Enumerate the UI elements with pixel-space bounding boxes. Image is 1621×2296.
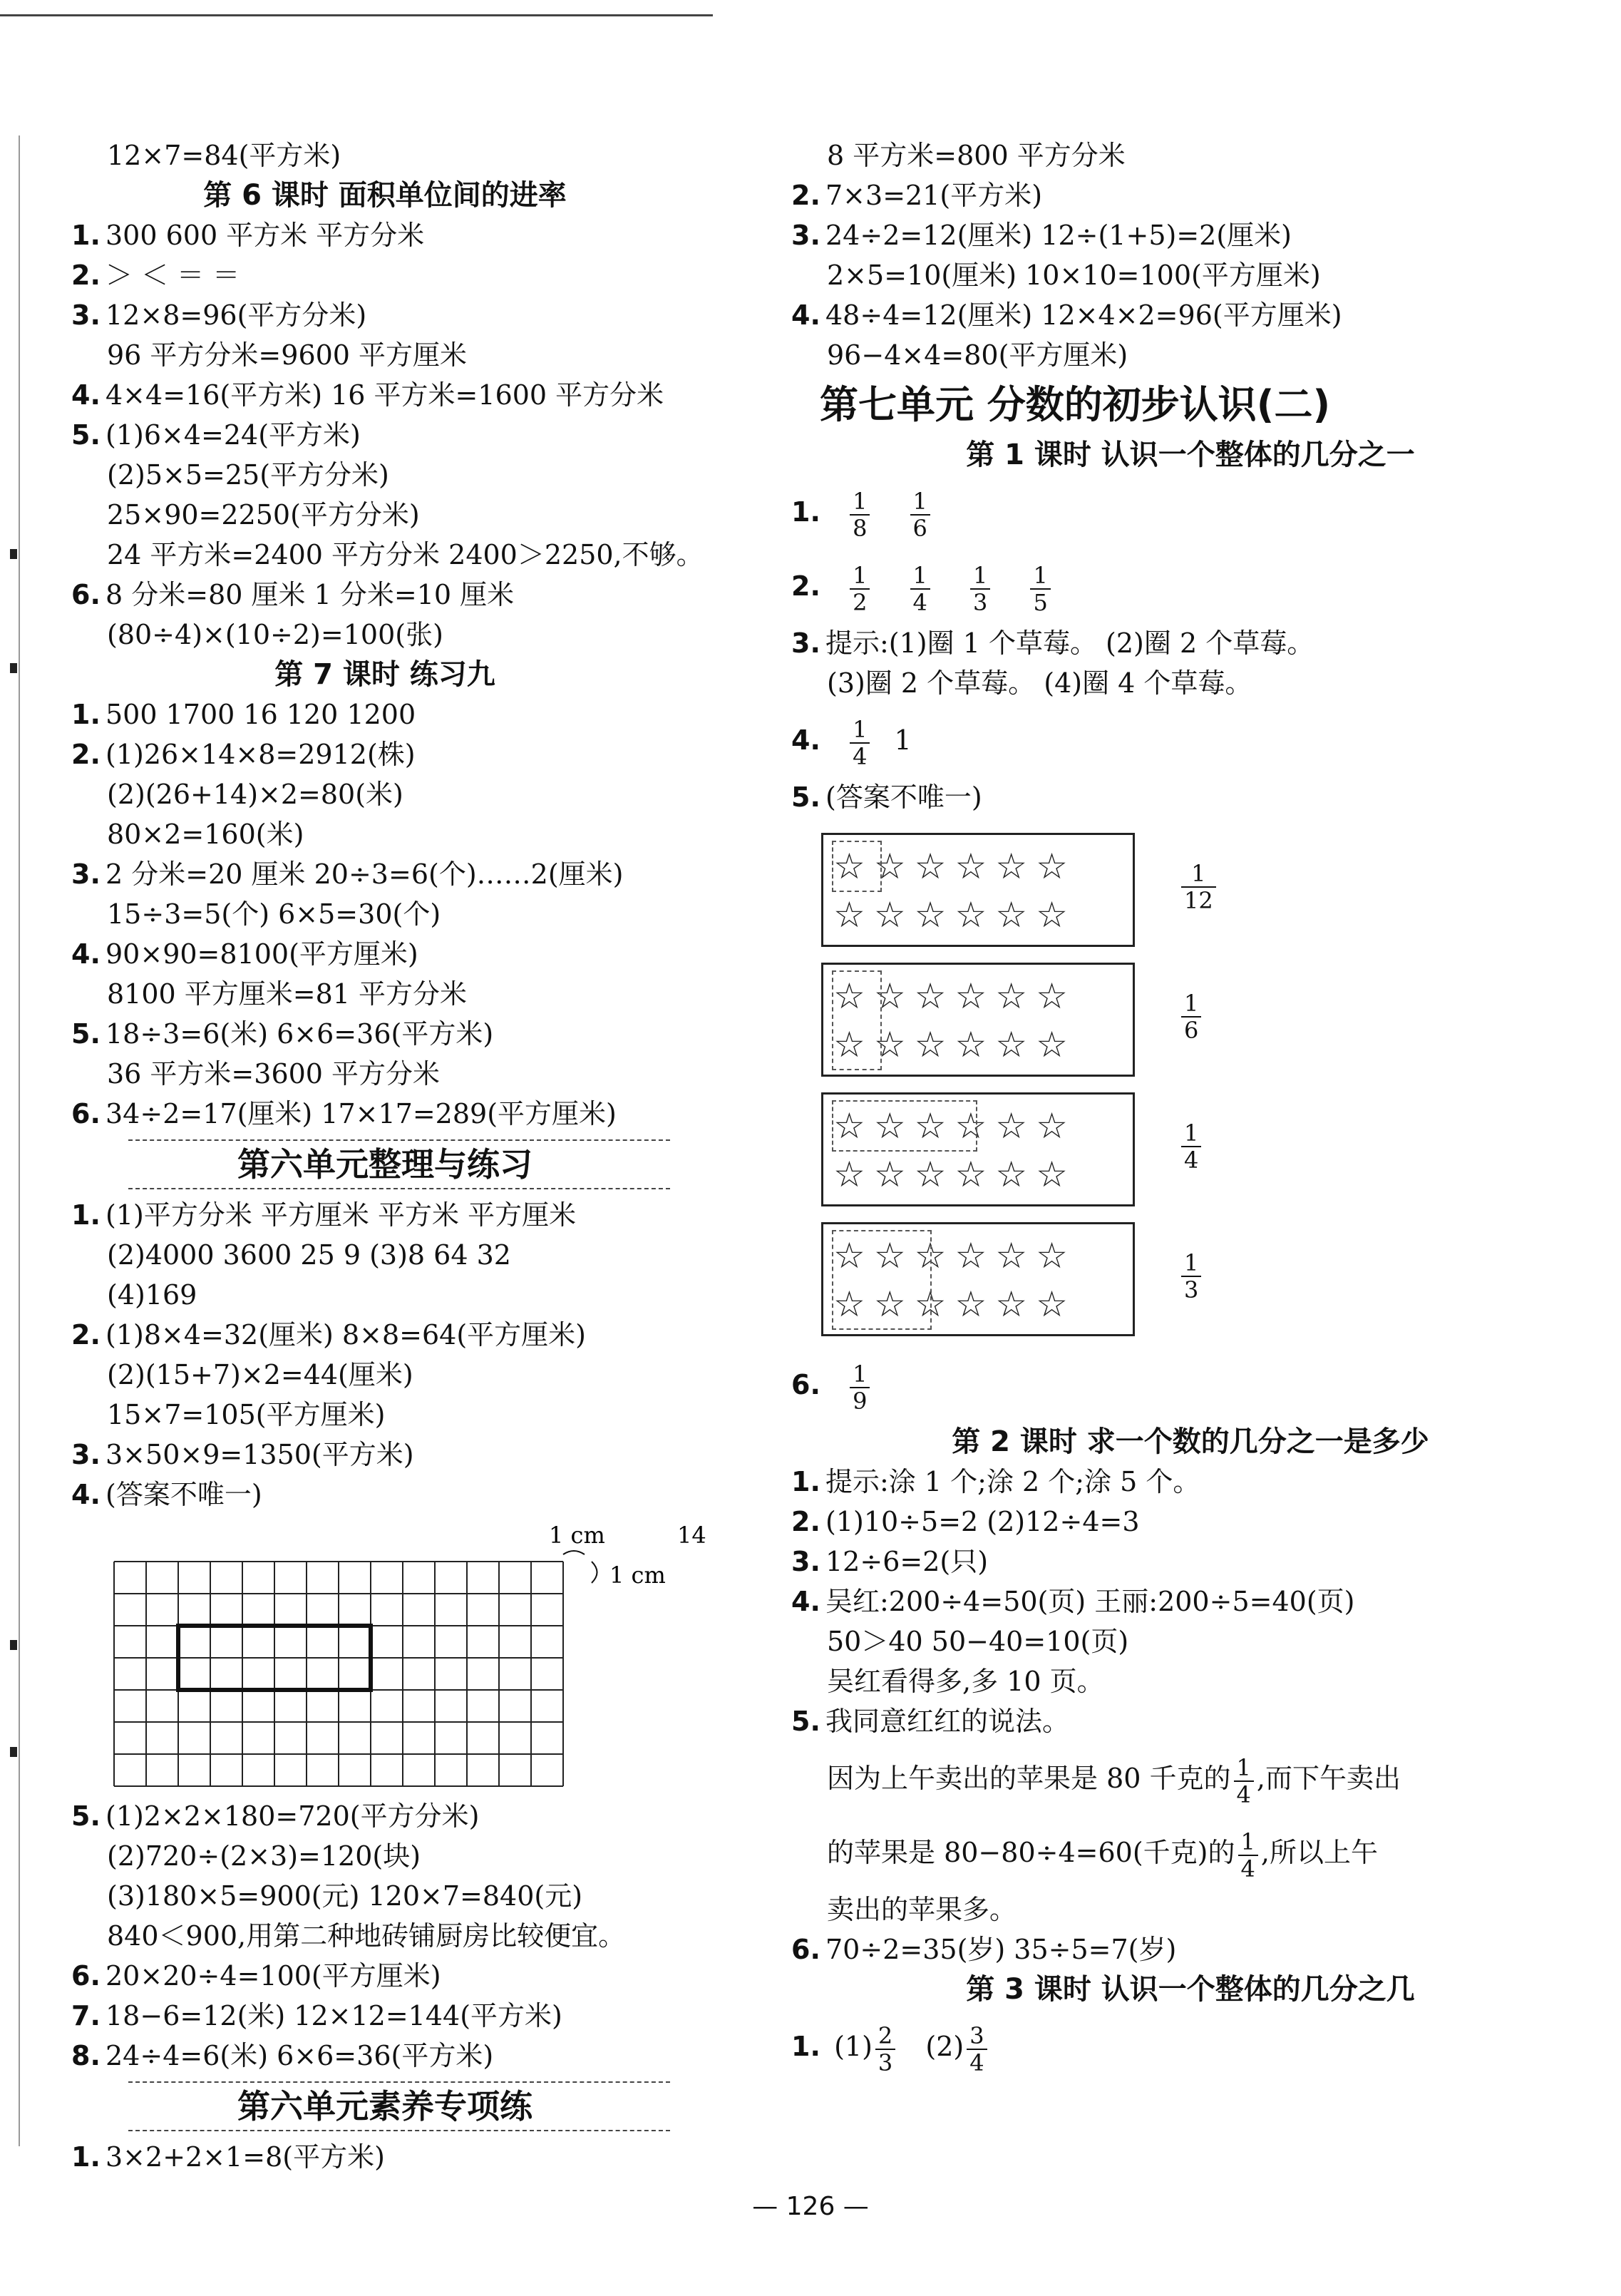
answer-line [71, 1094, 699, 1134]
item-number: 5. [71, 419, 101, 451]
answer-line [71, 1435, 699, 1475]
item-number: 2. [71, 1319, 101, 1351]
item-number: 4. [791, 299, 820, 331]
answer-line [791, 1462, 1590, 1502]
fraction [1181, 1250, 1201, 1303]
answer-text: (答案不唯一) [106, 1479, 262, 1510]
selection-outline [832, 1230, 932, 1330]
answer-line [791, 1582, 1590, 1621]
item-number: 2. [791, 180, 820, 211]
answer-line [71, 1014, 699, 1054]
answer-line [791, 1815, 1590, 1890]
item-number: 3. [791, 220, 820, 251]
answer-text: 34÷2=17(厘米) 17×17=289(平方厘米) [106, 1098, 617, 1129]
answer-line [71, 575, 699, 615]
item-number: 5. [71, 1800, 101, 1832]
grid-top-unit-label: 1 cm [549, 1522, 605, 1549]
answer-line: 吴红看得多,多 10 页。 [827, 1666, 1104, 1697]
item-number: 6. [791, 1369, 820, 1400]
numerator: 1 [1238, 1829, 1258, 1856]
grid-number-label: 14 [677, 1522, 706, 1549]
item-number: 7. [71, 2000, 101, 2031]
item-number: 5. [791, 781, 820, 813]
item-number: 3. [791, 627, 820, 659]
answer-line [71, 1195, 699, 1235]
answer-line: 840＜900,用第二种地砖铺厨房比较便宜。 [107, 1920, 626, 1952]
item-number: 3. [791, 1546, 820, 1577]
box-fraction-label [1165, 1120, 1217, 1173]
item-number: 4. [71, 1479, 101, 1510]
denominator: 4 [969, 2049, 984, 2076]
star-box [821, 963, 1199, 1077]
fraction [1181, 861, 1216, 913]
answer-text: 18−6=12(米) 12×12=144(平方米) [106, 2000, 562, 2031]
answer-text: 70÷2=35(岁) 35÷5=7(岁) [825, 1934, 1177, 1965]
answer-text: 24÷4=6(米) 6×6=36(平方米) [106, 2040, 494, 2071]
answer-text: 1 [894, 724, 912, 756]
answer-text: (1) [834, 2031, 873, 2062]
binding-edge [19, 135, 20, 2146]
numerator: 1 [1181, 1120, 1201, 1147]
answer-line [791, 1542, 1590, 1582]
star-box [821, 1222, 1199, 1336]
star-row: ☆☆☆☆☆☆ [833, 1235, 1076, 1276]
answer-text: 3×50×9=1350(平方米) [106, 1439, 414, 1470]
top-rule [0, 14, 713, 16]
item-number: 4. [71, 938, 101, 970]
answer-line [71, 934, 699, 974]
answer-line [71, 1315, 699, 1355]
right-column [791, 135, 1590, 2084]
item-number: 6. [791, 1934, 820, 1965]
denominator: 4 [912, 588, 927, 616]
answer-line [791, 1929, 1590, 1969]
numerator: 1 [910, 488, 930, 516]
grid-lines [114, 1562, 563, 1786]
answer-line: 2×5=10(厘米) 10×10=100(平方厘米) [827, 260, 1321, 291]
answer-text: (1)平方分米 平方厘米 平方米 平方厘米 [106, 1199, 577, 1231]
denominator: 8 [853, 514, 868, 542]
numerator: 1 [910, 563, 930, 590]
answer-line [71, 734, 699, 774]
grid-side-unit-label: 1 cm [609, 1562, 666, 1589]
item-number: 2. [791, 570, 820, 602]
answer-text: 提示:(1)圈 1 个草莓。 (2)圈 2 个草莓。 [825, 627, 1314, 659]
answer-text: (1)8×4=32(厘米) 8×8=64(平方厘米) [106, 1319, 586, 1351]
numerator: 1 [1181, 990, 1201, 1018]
answer-line [71, 2036, 699, 2076]
answer-line: (2)(15+7)×2=44(厘米) [107, 1359, 413, 1390]
answer-line [71, 375, 699, 415]
item-number: 2. [71, 739, 101, 770]
answer-text: 的苹果是 80−80÷4=60(千克)的 [827, 1837, 1235, 1868]
fraction [875, 2023, 895, 2076]
denominator: 6 [912, 514, 927, 542]
star-row: ☆☆☆☆☆☆ [833, 846, 1076, 887]
item-number: 2. [71, 260, 101, 291]
answer-line [71, 215, 699, 255]
answer-text: 8 分米=80 厘米 1 分米=10 厘米 [106, 579, 515, 610]
answer-line [791, 1701, 1590, 1741]
denominator: 9 [853, 1387, 868, 1415]
answer-text: 300 600 平方米 平方分米 [106, 220, 425, 251]
selection-outline [832, 1100, 977, 1152]
answer-text: 500 1700 16 120 1200 [106, 699, 416, 730]
star-box [821, 833, 1213, 947]
selection-outline [832, 841, 882, 892]
answer-line [71, 255, 699, 295]
answer-line: 24 平方米=2400 平方分米 2400＞2250,不够。 [107, 539, 704, 570]
denominator: 5 [1033, 588, 1048, 616]
star-row: ☆☆☆☆☆☆ [833, 1024, 1076, 1065]
numerator: 1 [1181, 861, 1216, 888]
answer-line: 36 平方米=3600 平方分米 [107, 1058, 441, 1090]
answer-line [791, 295, 1590, 335]
grid-side-brace [592, 1562, 597, 1583]
section-heading: 第六单元整理与练习 [71, 1139, 699, 1189]
item-number: 4. [791, 1586, 820, 1617]
answer-line [791, 1502, 1590, 1542]
answer-line: (2)720÷(2×3)=120(块) [107, 1840, 421, 1872]
answer-line: 8 平方米=800 平方分米 [827, 140, 1126, 171]
answer-line [71, 2137, 699, 2177]
answer-text: ,而下午卖出 [1256, 1763, 1401, 1794]
star-box [821, 1092, 1199, 1206]
answer-line: (2)4000 3600 25 9 (3)8 64 32 [107, 1239, 511, 1271]
answer-text: 90×90=8100(平方厘米) [106, 938, 418, 970]
grid-figure [107, 1519, 706, 1792]
answer-text: 我同意红红的说法。 [825, 1706, 1070, 1737]
denominator: 6 [1184, 1017, 1199, 1044]
fraction [850, 563, 870, 615]
item-number: 2. [791, 1506, 820, 1537]
numerator: 1 [850, 488, 870, 516]
fraction [850, 717, 870, 769]
item-number: 8. [71, 2040, 101, 2071]
answer-line: 25×90=2250(平方分米) [107, 499, 420, 531]
answer-text: 因为上午卖出的苹果是 80 千克的 [827, 1763, 1231, 1794]
answer-line [791, 215, 1590, 255]
denominator: 3 [878, 2049, 893, 2076]
item-number: 6. [71, 579, 101, 610]
section-heading: 第六单元素养专项练 [71, 2081, 699, 2131]
answer-line [71, 1996, 699, 2036]
star-row: ☆☆☆☆☆☆ [833, 1105, 1076, 1147]
numerator: 1 [970, 563, 990, 590]
item-number: 1. [791, 1466, 820, 1497]
answer-text: 48÷4=12(厘米) 12×4×2=96(平方厘米) [825, 299, 1342, 331]
numerator: 1 [1234, 1755, 1254, 1782]
answer-text: 7×3=21(平方米) [825, 180, 1043, 211]
star-row: ☆☆☆☆☆☆ [833, 1154, 1076, 1195]
answer-line [71, 1956, 699, 1996]
lesson-heading: 第 1 课时 认识一个整体的几分之一 [966, 439, 1415, 471]
answer-line: 80×2=160(米) [107, 819, 304, 850]
answer-text: 24÷2=12(厘米) 12÷(1+5)=2(厘米) [825, 220, 1292, 251]
answer-line [71, 415, 699, 455]
answer-line [791, 703, 1590, 777]
fraction [967, 2023, 987, 2076]
answer-line [791, 1741, 1590, 1815]
answer-line [71, 1796, 699, 1836]
numerator: 3 [967, 2023, 987, 2050]
item-number: 1. [791, 2031, 820, 2062]
numerator: 1 [1030, 563, 1050, 590]
unit-title: 第七单元 分数的初步认识(二) [820, 382, 1331, 427]
grid-top-brace [563, 1551, 585, 1554]
page-number: — 126 — [752, 2192, 869, 2221]
binding-mark [10, 1640, 17, 1650]
answer-line [71, 1475, 699, 1515]
binding-mark [10, 1747, 17, 1757]
answer-text: ＞ ＜ ＝ ＝ [106, 260, 240, 291]
fraction [850, 1361, 870, 1414]
lesson-heading: 第 6 课时 面积单位间的进率 [203, 179, 567, 212]
item-number: 6. [71, 1960, 101, 1992]
answer-line: 15×7=105(平方厘米) [107, 1399, 386, 1430]
answer-line [791, 623, 1590, 663]
fraction [1234, 1755, 1254, 1808]
item-number: 1. [71, 699, 101, 730]
answer-line: (3)180×5=900(元) 120×7=840(元) [107, 1880, 583, 1912]
answer-line [71, 854, 699, 894]
answer-line: (2)5×5=25(平方分米) [107, 459, 389, 491]
answer-text: (2) [925, 2031, 964, 2062]
star-row: ☆☆☆☆☆☆ [833, 975, 1076, 1017]
answer-line: (3)圈 2 个草莓。 (4)圈 4 个草莓。 [827, 667, 1252, 699]
fraction [910, 488, 930, 541]
answer-text: 3×2+2×1=8(平方米) [106, 2141, 385, 2173]
star-row: ☆☆☆☆☆☆ [833, 1283, 1076, 1325]
answer-line: 96 平方分米=9600 平方厘米 [107, 339, 468, 371]
answer-line [791, 175, 1590, 215]
item-number: 5. [71, 1018, 101, 1050]
item-number: 1. [71, 1199, 101, 1231]
fraction [1030, 563, 1050, 615]
answer-line [791, 2009, 1590, 2084]
answer-line: 12×7=84(平方米) [107, 140, 341, 171]
fraction [910, 563, 930, 615]
item-number: 4. [791, 724, 820, 756]
lesson-heading: 第 2 课时 求一个数的几分之一是多少 [952, 1425, 1429, 1458]
binding-mark [10, 663, 17, 673]
item-number: 3. [71, 1439, 101, 1470]
answer-text: 12×8=96(平方分米) [106, 299, 367, 331]
answer-line [791, 475, 1590, 549]
denominator: 4 [1236, 1780, 1251, 1808]
answer-line [791, 1348, 1590, 1422]
answer-text: 4×4=16(平方米) 16 平方米=1600 平方分米 [106, 379, 664, 411]
item-number: 1. [71, 220, 101, 251]
answer-text: (1)6×4=24(平方米) [106, 419, 361, 451]
lesson-heading: 第 7 课时 练习九 [274, 658, 495, 691]
item-number: 4. [71, 379, 101, 411]
answer-line: 96−4×4=80(平方厘米) [827, 339, 1128, 371]
answer-line [71, 695, 699, 734]
answer-line [71, 295, 699, 335]
left-column [71, 135, 706, 2177]
answer-line: (4)169 [107, 1279, 197, 1311]
denominator: 12 [1184, 887, 1213, 914]
answer-line [791, 777, 1590, 817]
item-number: 6. [71, 1098, 101, 1129]
answer-line: (2)(26+14)×2=80(米) [107, 779, 403, 810]
answer-text: ,所以上午 [1260, 1837, 1378, 1868]
answer-line [791, 549, 1590, 623]
fraction [1238, 1829, 1258, 1882]
answer-text: 吴红:200÷4=50(页) 王丽:200÷5=40(页) [825, 1586, 1355, 1617]
binding-mark [10, 549, 17, 559]
fraction [1181, 1120, 1201, 1173]
answer-line: 50＞40 50−40=10(页) [827, 1626, 1129, 1657]
answer-text: (1)26×14×8=2912(株) [106, 739, 416, 770]
answer-line: (80÷4)×(10÷2)=100(张) [107, 619, 443, 650]
answer-text: 20×20÷4=100(平方厘米) [106, 1960, 441, 1992]
answer-line: 15÷3=5(个) 6×5=30(个) [107, 898, 441, 930]
numerator: 1 [850, 717, 870, 744]
numerator: 1 [1181, 1250, 1201, 1277]
denominator: 3 [1184, 1276, 1199, 1303]
fraction [850, 488, 870, 541]
answer-text: (1)10÷5=2 (2)12÷4=3 [825, 1506, 1140, 1537]
denominator: 4 [853, 742, 868, 770]
numerator: 2 [875, 2023, 895, 2050]
box-fraction-label [1165, 1250, 1217, 1303]
fraction [1181, 990, 1201, 1043]
item-number: 1. [71, 2141, 101, 2173]
lesson-heading: 第 3 课时 认识一个整体的几分之几 [966, 1973, 1415, 2006]
grid-drawing [107, 1519, 720, 1789]
answer-text: (1)2×2×180=720(平方分米) [106, 1800, 480, 1832]
denominator: 2 [853, 588, 868, 616]
box-fraction-label [1165, 990, 1217, 1043]
item-number: 1. [791, 496, 820, 528]
answer-text: (答案不唯一) [825, 781, 982, 813]
denominator: 3 [973, 588, 988, 616]
answer-text: 提示:涂 1 个;涂 2 个;涂 5 个。 [825, 1466, 1200, 1497]
item-number: 3. [71, 299, 101, 331]
numerator: 1 [850, 563, 870, 590]
numerator: 1 [850, 1361, 870, 1388]
selection-outline [832, 970, 882, 1070]
item-number: 3. [71, 859, 101, 890]
answer-text: 12÷6=2(只) [825, 1546, 989, 1577]
answer-line: 8100 平方厘米=81 平方分米 [107, 978, 468, 1010]
star-row: ☆☆☆☆☆☆ [833, 894, 1076, 936]
item-number: 5. [791, 1706, 820, 1737]
denominator: 4 [1184, 1147, 1199, 1174]
box-fraction-label [1165, 861, 1232, 913]
denominator: 4 [1240, 1855, 1255, 1882]
answer-line: 卖出的苹果多。 [827, 1894, 1017, 1925]
answer-text: 18÷3=6(米) 6×6=36(平方米) [106, 1018, 494, 1050]
answer-text: 2 分米=20 厘米 20÷3=6(个)……2(厘米) [106, 859, 624, 890]
fraction [970, 563, 990, 615]
